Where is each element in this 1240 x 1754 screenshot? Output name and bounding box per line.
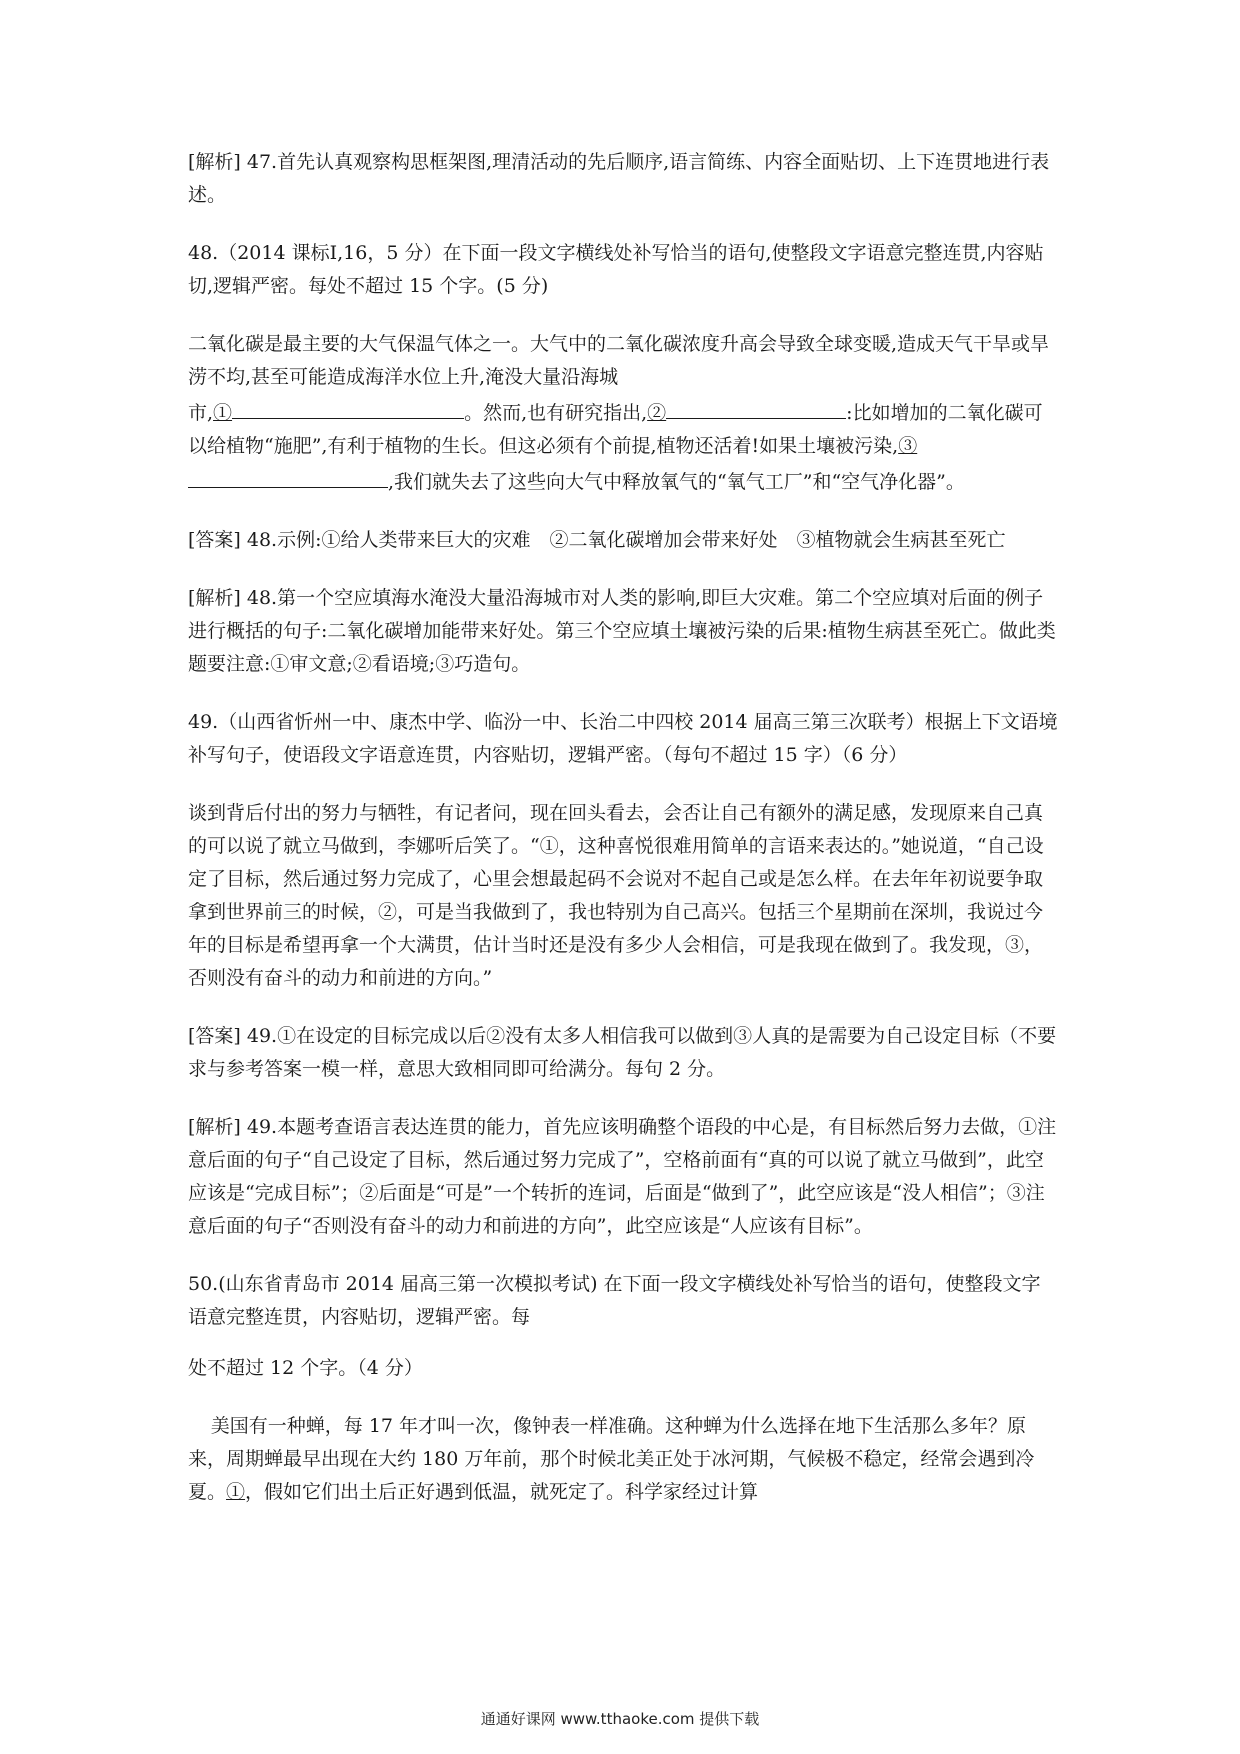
q50-blank-marker-1: ① xyxy=(226,1481,246,1503)
q49-passage: 谈到背后付出的努力与牺牲，有记者问，现在回头看去，会否让自己有额外的满足感，发现原来自己真的可以说了就立马做到，李娜听后笑了。“①，这种喜悦很难用简单的言语来表达的。”她说道，“自己设定了目标，然后通过努力完成了，心里会想最起码不会说对不起自己或是怎么样。在去年年初说要争取拿到世界前三的时候，②，可是当我做到了，我也特别为自己高兴。包括三个星期前在深圳，我说过今年的目标是希望再拿一个大满贯，估计当时还是没有多少人会相信，可是我现在做到了。我发现，③，否则没有奋斗的动力和前进的方向。” xyxy=(188,802,1044,989)
q50-passage-text-a: 美国有一种蝉，每 17 年才叫一次，像钟表一样准确。这种蝉为什么选择在地下生活那么多年？原来，周期蝉最早出现在大约 180 万年前，那个时候北美正处于冰河期，气候极不稳定，经常会遇到冷夏。 xyxy=(188,1415,1035,1503)
q48-passage xyxy=(188,328,1058,499)
q48-blank-2 xyxy=(666,394,846,419)
q48-passage-text-2a: 市, xyxy=(188,402,214,424)
q48-blank-marker-2: ② xyxy=(647,402,667,424)
q48-passage-text-2d: ,我们就失去了这些向大气中释放氧气的“氧气工厂”和“空气净化器”。 xyxy=(388,471,965,493)
q48-passage-text-2b: 。然而,也有研究指出, xyxy=(464,402,648,424)
q48-blank-1 xyxy=(232,394,464,419)
q48-blank-marker-1: ① xyxy=(213,402,233,424)
page-footer: 通通好课网 www.tthaoke.com 提供下载 xyxy=(480,1710,760,1728)
q48-answer: [答案] 48.示例:①给人类带来巨大的灾难 ②二氧化碳增加会带来好处 ③植物就会生病甚至死亡 xyxy=(188,529,1006,551)
document-body xyxy=(188,146,1058,1534)
q50-stem-1: 50.(山东省青岛市 2014 届高三第一次模拟考试) 在下面一段文字横线处补写恰当的语句，使整段文字语意完整连贯，内容贴切，逻辑严密。每 xyxy=(188,1273,1041,1328)
q48-stem: 48.（2014 课标Ⅰ,16，5 分）在下面一段文字横线处补写恰当的语句,使整段文字语意完整连贯,内容贴切,逻辑严密。每处不超过 15 个字。(5 分) xyxy=(188,242,1044,297)
q50-stem-2: 处不超过 12 个字。（4 分） xyxy=(188,1357,423,1379)
q49-analysis: [解析] 49.本题考查语言表达连贯的能力，首先应该明确整个语段的中心是，有目标然后努力去做，①注意后面的句子“自己设定了目标，然后通过努力完成了”，空格前面有“真的可以说了就立马做到”，此空应该是“完成目标”；②后面是“可是”一个转折的连词，后面是“做到了”，此空应该是“没人相信”；③注意后面的句子“否则没有奋斗的动力和前进的方向”，此空应该是“人应该有目标”。 xyxy=(188,1116,1057,1237)
q50-passage-text-b: ，假如它们出土后正好遇到低温，就死定了。科学家经过计算 xyxy=(245,1481,759,1503)
q48-passage-text-1: 二氧化碳是最主要的大气保温气体之一。大气中的二氧化碳浓度升高会导致全球变暖,造成天气干旱或旱涝不均,甚至可能造成海洋水位上升,淹没大量沿海城 xyxy=(188,333,1050,388)
q49-answer: [答案] 49.①在设定的目标完成以后②没有太多人相信我可以做到③人真的是需要为自己设定目标（不要求与参考答案一模一样，意思大致相同即可给满分。每句 2 分。 xyxy=(188,1025,1057,1080)
q48-blank-3 xyxy=(188,463,388,488)
q48-blank-marker-3: ③ xyxy=(898,435,918,457)
q47-analysis: [解析] 47.首先认真观察构思框架图,理清活动的先后顺序,语言简练、内容全面贴切、上下连贯地进行表述。 xyxy=(188,151,1050,206)
q50-passage xyxy=(188,1410,1058,1509)
q49-stem: 49.（山西省忻州一中、康杰中学、临汾一中、长治二中四校 2014 届高三第三次联考）根据上下文语境补写句子，使语段文字语意连贯，内容贴切，逻辑严密。（每句不超过 15 字）（6 分） xyxy=(188,711,1058,766)
q48-analysis: [解析] 48.第一个空应填海水淹没大量沿海城市对人类的影响,即巨大灾难。第二个空应填对后面的例子进行概括的句子:二氧化碳增加能带来好处。第三个空应填土壤被污染的后果:植物生病甚至死亡。做此类题要注意:①审文意;②看语境;③巧造句。 xyxy=(188,587,1056,675)
q48-passage-text-2c: :比如增加的二氧化碳可以给植物“施肥”,有利于植物的生长。但这必须有个前提,植物还活着!如果土壤被污染, xyxy=(188,402,1043,457)
